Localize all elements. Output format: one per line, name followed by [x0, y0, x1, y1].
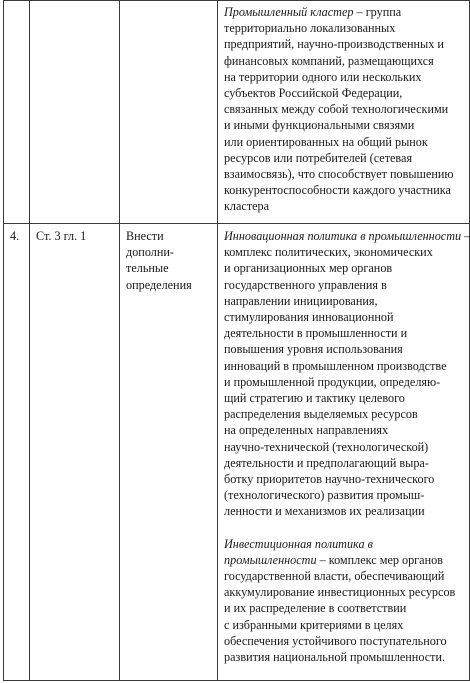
definition-text: – группа: [353, 5, 402, 19]
definition-line: [224, 455, 465, 471]
definition-line: [224, 36, 465, 52]
definition-line: [224, 166, 465, 182]
defined-term: промышленности: [224, 552, 317, 567]
row-number: [4, 1, 29, 5]
definition-line: [224, 568, 465, 584]
definition-text: или ориентированных на общий рынок: [224, 134, 428, 149]
definition-line: [224, 536, 465, 552]
definition-line: [224, 487, 465, 503]
definition-text: – комплекс мер органов: [316, 552, 443, 567]
definition-line: [224, 4, 465, 20]
definition-text: –: [461, 229, 470, 243]
definition-line: [224, 503, 465, 519]
definition-text: конкурентоспособности каждого участника: [224, 183, 451, 198]
definition-line: [224, 198, 465, 214]
definition-text: ленности и механизмов их реализации: [224, 504, 425, 519]
definition-text: ресурсов или потребителей (сетевая: [224, 150, 413, 165]
defined-term: Промышленный кластер: [224, 5, 354, 19]
definition-line: [224, 101, 465, 117]
row-number-cell: [4, 224, 30, 681]
definition-line: [224, 439, 465, 455]
definition-text: взаимосвязь), что способствует повышению: [224, 167, 454, 182]
definition-text: субъектов Российской Федерации,: [224, 86, 403, 101]
defined-term: Инновационная политика в промышленности: [224, 229, 462, 243]
definition-line: [224, 117, 465, 133]
definition-block: [218, 1, 469, 215]
definition-block: [218, 224, 469, 665]
definition-text: распределения выделяемых ресурсов: [224, 407, 418, 422]
definition-line: [224, 390, 465, 406]
definition-line: [224, 406, 465, 422]
definition-line: [224, 260, 465, 276]
definition-line: [224, 293, 465, 309]
definition-text: щий стратегию и тактику целевого: [224, 391, 405, 406]
definition-line: [224, 552, 465, 568]
definition-text: аккумулирование инвестиционных ресурсов: [224, 585, 456, 600]
definition-line: [224, 85, 465, 101]
definition-text: развития национальной промышленности.: [224, 650, 446, 665]
action-cell: [120, 1, 218, 224]
definition-line: [224, 633, 465, 649]
action-text: [120, 1, 217, 5]
article-reference: [30, 1, 119, 5]
amendments-table: [3, 0, 470, 681]
action-line: определения: [126, 277, 192, 292]
definition-text: ботку приоритетов научно-технического: [224, 472, 435, 487]
definition-line: [224, 69, 465, 85]
definition-line: [224, 422, 465, 438]
definition-text: с избранными критериями в целях: [224, 617, 404, 632]
definition-text: кластера: [224, 199, 270, 214]
definition-text: (технологического) развития промыш-: [224, 488, 425, 503]
definition-text: территориально локализованных: [224, 21, 396, 36]
action-line: Внести: [126, 229, 164, 243]
article-reference: Ст. 3 гл. 1: [36, 229, 87, 243]
definition-text: государственного управления в: [224, 277, 387, 292]
definition-line: [224, 341, 465, 357]
definition-text: и иными функциональными связями: [224, 118, 415, 133]
definition-line: [224, 20, 465, 36]
definition-text: повышения уровня использования: [224, 342, 403, 357]
action-text: [120, 224, 217, 293]
definition-line: [224, 244, 465, 260]
definition-line: [224, 228, 470, 244]
definition-line: [224, 584, 465, 600]
definition-line: [224, 649, 465, 665]
definition-text: стимулирования инновационной: [224, 310, 394, 325]
paragraph-gap: [224, 520, 465, 536]
defined-term: Инвестиционная политика в: [224, 536, 373, 551]
definition-line: [224, 134, 465, 150]
definition-line: [224, 325, 465, 341]
definition-text: и организационных мер органов: [224, 261, 393, 276]
definition-line: [224, 600, 465, 616]
definition-text: деятельности и предполагающий выра-: [224, 455, 429, 470]
table-row: [4, 224, 470, 681]
article-cell: [30, 1, 120, 224]
definition-line: [224, 309, 465, 325]
definition-line: [224, 358, 465, 374]
table-body: [4, 1, 470, 681]
article-cell: [30, 224, 120, 681]
action-line: дополни-: [126, 245, 174, 260]
row-number-cell: [4, 1, 30, 224]
definition-text: финансовых компаний, размещающихся: [224, 53, 434, 68]
definition-text: и промышленной продукции, определяю-: [224, 374, 441, 389]
definition-line: [224, 374, 465, 390]
definition-text: комплекс политических, экономических: [224, 245, 433, 260]
table-row: [4, 1, 470, 224]
definition-line: [224, 617, 465, 633]
definition-text: направлении инициирования,: [224, 293, 378, 308]
definition-line: [224, 53, 465, 69]
action-cell: [120, 224, 218, 681]
action-line: тельные: [126, 261, 169, 276]
definition-line: [224, 150, 465, 166]
definition-text: научно-технической (технологической): [224, 439, 429, 454]
definition-text: на определенных направлениях: [224, 423, 389, 438]
row-number: 4.: [10, 229, 20, 243]
definition-cell: [218, 1, 470, 224]
definition-text: государственной власти, обеспечивающий: [224, 569, 445, 584]
definition-text: предприятий, научно-производственных и: [224, 37, 444, 52]
definition-text: инноваций в промышленном производстве: [224, 358, 447, 373]
definition-cell: [218, 224, 470, 681]
definition-line: [224, 277, 465, 293]
definition-line: [224, 471, 465, 487]
definition-text: связанных между собой технологическими: [224, 102, 449, 117]
definition-text: на территории одного или нескольких: [224, 69, 422, 84]
definition-line: [224, 182, 465, 198]
definition-text: деятельности в промышленности и: [224, 326, 408, 341]
definition-text: и их распределение в соответствии: [224, 601, 407, 616]
definition-text: обеспечения устойчивого поступательного: [224, 633, 447, 648]
